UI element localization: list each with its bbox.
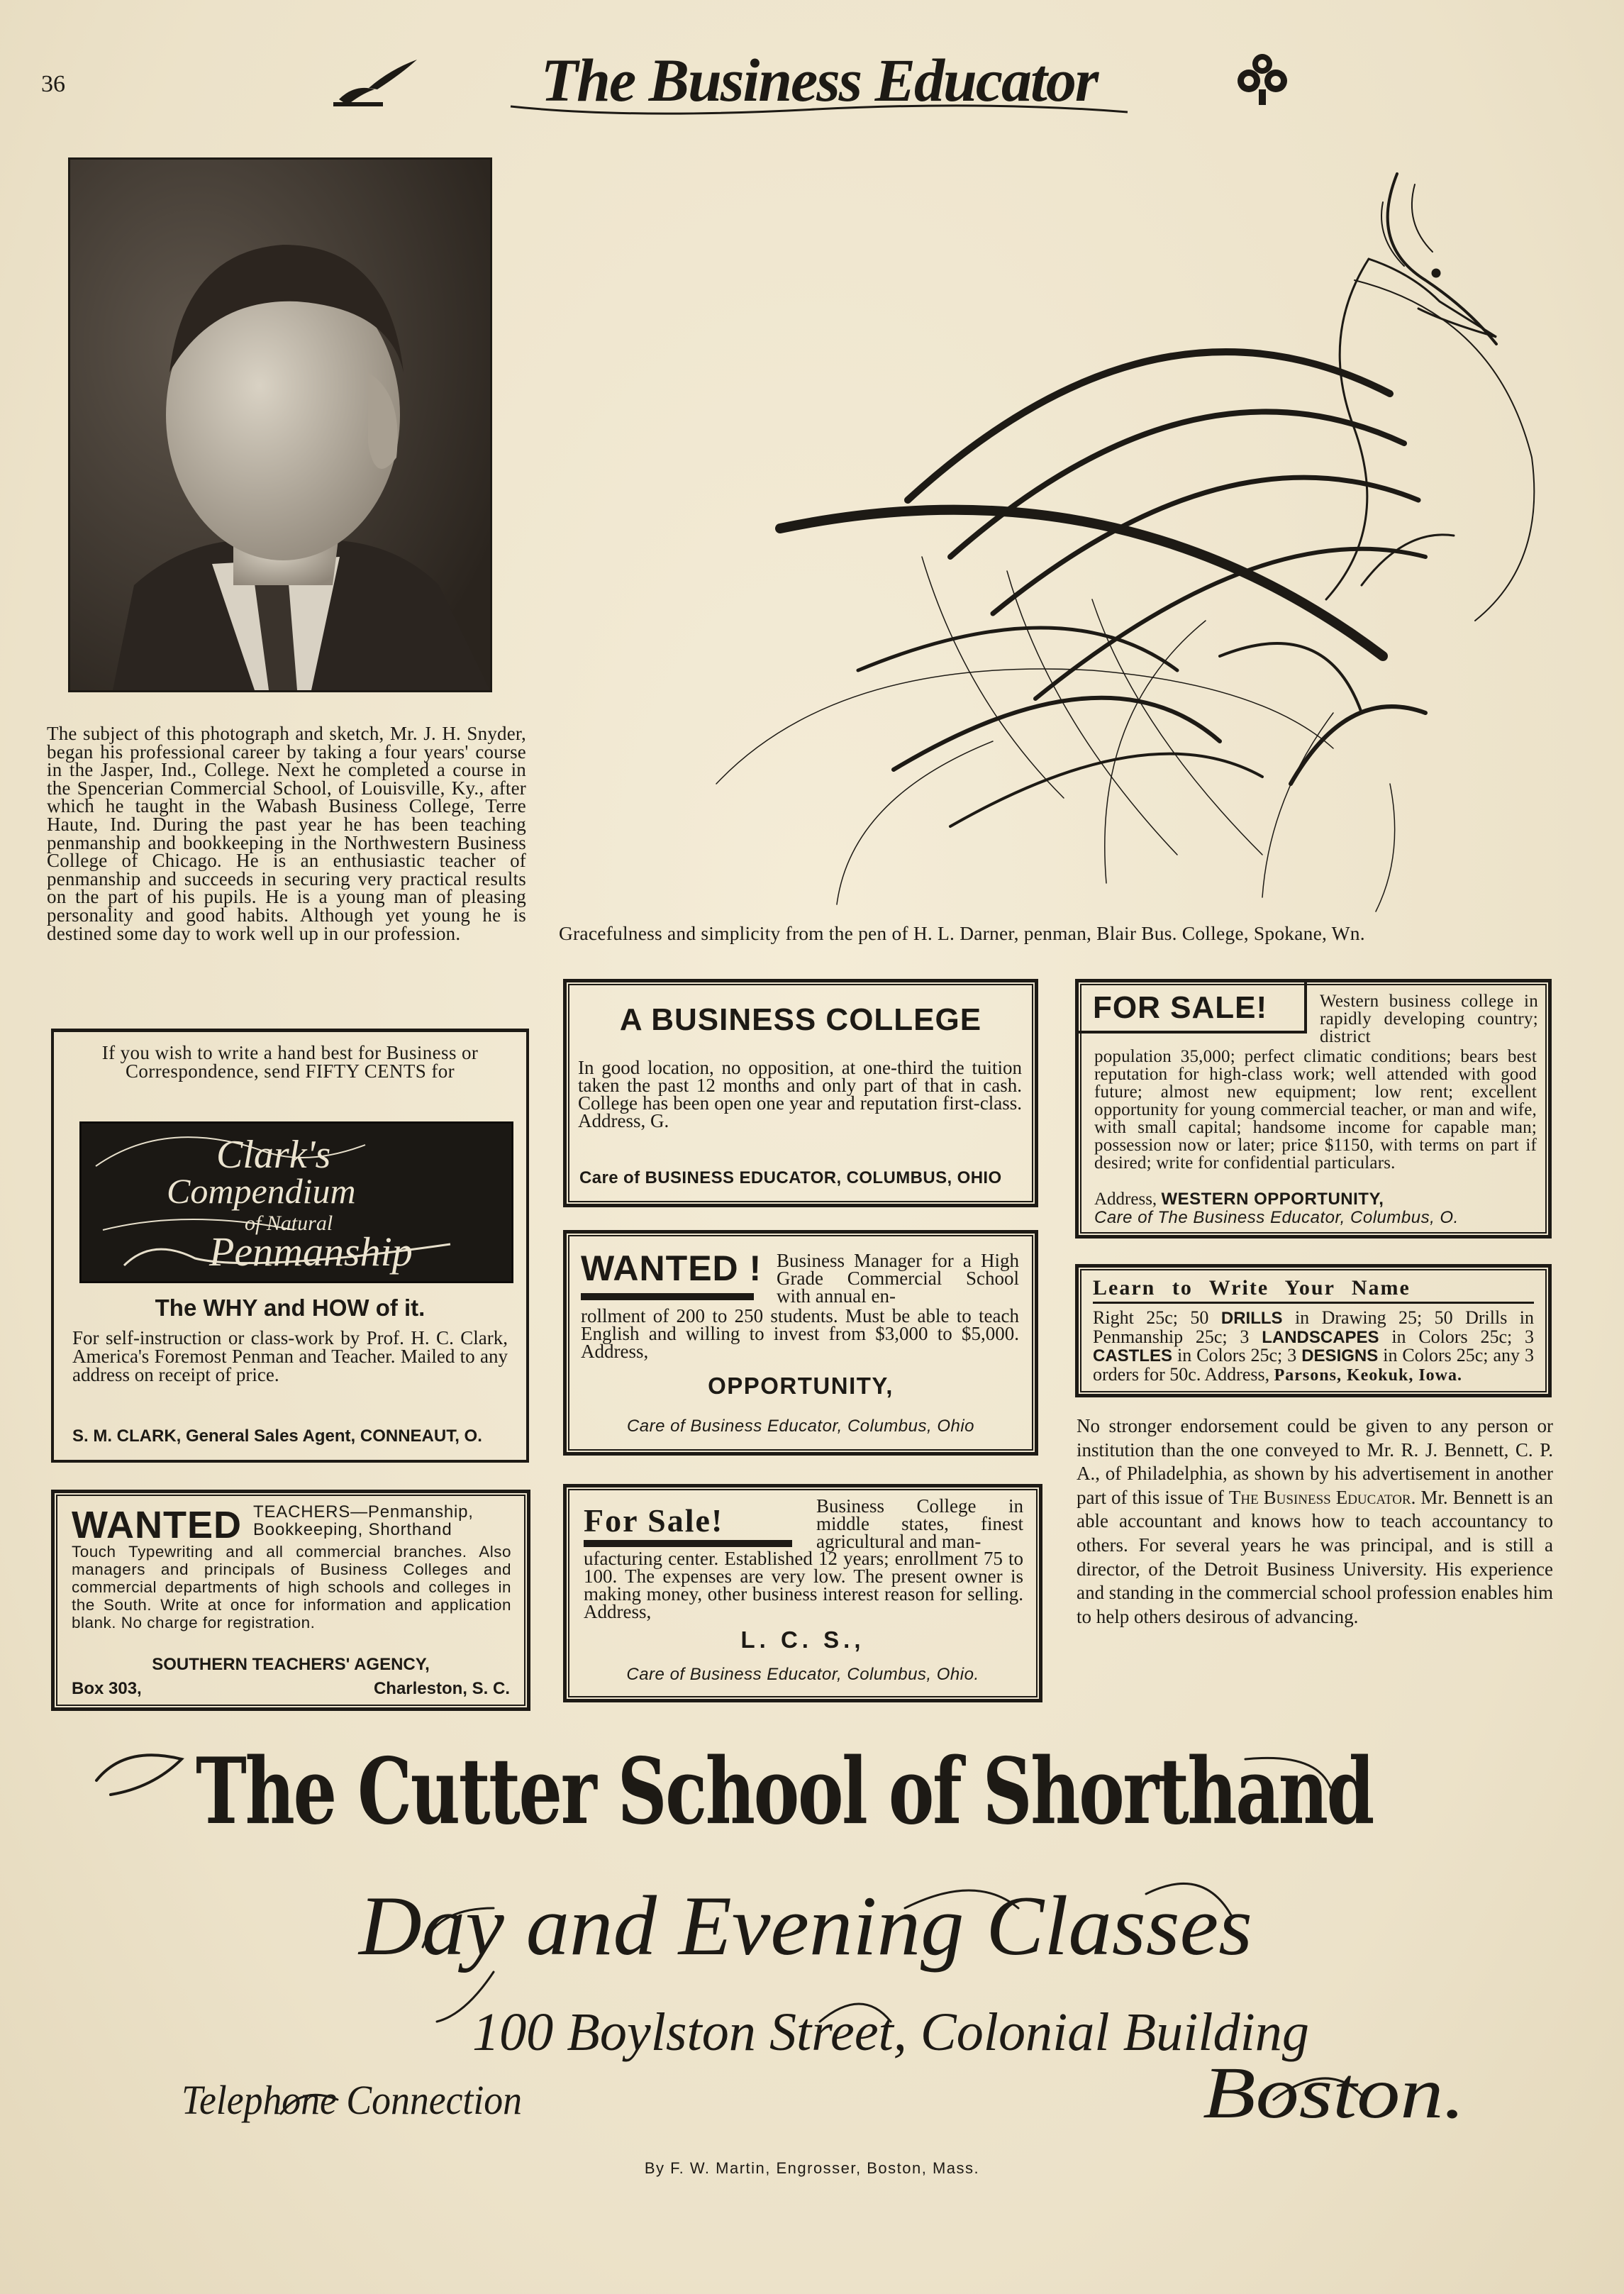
masthead-title: The Business Educator — [540, 46, 1098, 114]
cutter-classes: Day and Evening Classes — [357, 1878, 1252, 1973]
addr-name: WESTERN OPPORTUNITY, — [1161, 1190, 1384, 1209]
addr-label: Address, — [1094, 1190, 1157, 1209]
bennett-endorsement — [1077, 1414, 1553, 1629]
sale-mid-name: L. C. S., — [740, 1627, 865, 1653]
for-sale-college-ad — [563, 1484, 1042, 1702]
clark-agent: S. M. CLARK, General Sales Agent, CONNEAUT, O. — [72, 1426, 482, 1446]
headline-rule — [584, 1540, 792, 1547]
manager-body: rollment of 200 to 250 students. Must be able to teach English and willing to invest from $3,000 to $5,000. Address, — [581, 1305, 1019, 1362]
swan-flourish — [553, 160, 1567, 926]
learn-text: in Colors 25c; 3 — [1379, 1326, 1534, 1347]
manager-sub: Business Manager for a High Grade Commercial School with annual en- — [777, 1250, 1019, 1307]
quill-icon — [333, 55, 418, 112]
learn-address: Parsons, Keokuk, Iowa. — [1274, 1365, 1462, 1385]
teachers-agency: SOUTHERN TEACHERS' AGENCY, — [152, 1655, 430, 1674]
masthead — [489, 35, 1149, 128]
sale-mid-body: ufacturing center. Established 12 years; enrollment 75 to 100. The expenses are very low. The present owner is making money, other business interest reason for selling. Address, — [584, 1548, 1023, 1622]
wanted-manager-ad — [563, 1230, 1038, 1456]
endorse-text: . Mr. Bennett is an able accountant and knows how to teach accountancy to others. For several years he was principal, and is still a director, of the Detroit Business University. His experience and standing in the commercial school profession enables him to help others desirous of advancing. — [1077, 1486, 1553, 1627]
why-how: The WHY and HOW of it. — [155, 1295, 426, 1321]
clark-desc: For self-instruction or class-work by Prof. H. C. Clark, America's Foremost Penman and Teacher. Mailed to any address on receipt of price. — [72, 1327, 508, 1385]
sale-mid-care: Care of Business Educator, Columbus, Ohio. — [626, 1665, 979, 1684]
cutter-title: The Cutter School of Shorthand — [196, 1739, 1374, 1845]
sale-mid-sub: Business College in middle states, finest agricultural and man- — [816, 1495, 1023, 1552]
plate-penmanship: Penmanship — [209, 1229, 413, 1275]
sale-mid-headline: For Sale! — [584, 1502, 724, 1539]
teachers-headline: WANTED — [72, 1504, 242, 1546]
headline-rule — [581, 1293, 754, 1300]
teachers-box: Box 303, — [72, 1679, 142, 1698]
compendium-plate — [79, 1121, 513, 1283]
learn-to-write-ad — [1075, 1264, 1552, 1397]
manager-name: OPPORTUNITY, — [708, 1373, 894, 1399]
learn-bold: CASTLES — [1093, 1346, 1173, 1365]
cutter-telephone: Telephone Connection — [182, 2077, 522, 2123]
manager-headline: WANTED ! — [581, 1248, 762, 1288]
sale-right-headline: FOR SALE! — [1079, 982, 1307, 1034]
sale-right-care: Care of The Business Educator, Columbus, O. — [1094, 1208, 1459, 1227]
learn-headline: Learn to Write Your Name — [1093, 1276, 1534, 1304]
swan-caption: Gracefulness and simplicity from the pen of H. L. Darner, penman, Blair Bus. College, Spokane, Wn. — [559, 922, 1365, 944]
learn-text: Right 25c; 50 — [1093, 1307, 1221, 1328]
photo-caption: The subject of this photograph and sketch, Mr. J. H. Snyder, began his professional career by taking a four years' course in the Jasper, Ind., College. Next he completed a course in the Spencerian Commercial School, of Louisville, Ky., after which he taught in the Wabash Business College, Terre Haute, Ind. During the past year he has been teaching penmanship and bookkeeping in the Northwestern Business College of Chicago. He is an enthusiastic teacher of penmanship and succeeds in securing very practical results on the part of his pupils. He is a young man of pleasing personality and good habits. Although yet young he is destined some day to work well up in our profession. — [47, 723, 526, 944]
clark-compendium-ad — [51, 1029, 529, 1463]
sale-right-body: population 35,000; perfect climatic conditions; bears best reputation for high-class work; well attended with good future; almost new equipment; low rent; excellent opportunity for young commercial teacher, or man and wife, with small capital; handsome income for capable man; possession now or later; price $1150, with terms on part if desired; write for confidential particulars. — [1094, 1047, 1537, 1173]
endorse-publication: The Business Educator — [1228, 1486, 1411, 1508]
portrait-photo — [68, 157, 492, 692]
sale-right-address — [1094, 1190, 1384, 1209]
engraver-credit: By F. W. Martin, Engrosser, Boston, Mass. — [644, 2159, 980, 2177]
learn-text: in Drawing 25; 50 Drills in Penmanship 25c; 3 — [1093, 1307, 1534, 1347]
teachers-subjects: TEACHERS—Penmanship, Bookkeeping, Shorthand — [253, 1502, 474, 1539]
teachers-city: Charleston, S. C. — [373, 1679, 510, 1698]
sale-right-sub: Western business college in rapidly developing country; district — [1320, 992, 1538, 1046]
plate-compendium: Compendium — [167, 1171, 356, 1211]
learn-text: in Colors 25c; any 3 orders for 50c. Address, — [1093, 1345, 1534, 1385]
endorse-text: No stronger endorsement could be given to any person or institution than the one conveyed to Mr. R. J. Bennett, C. P. A., of Philadelphia, as shown by his advertisement in another part of this issue of — [1077, 1415, 1553, 1508]
learn-body — [1093, 1309, 1534, 1385]
teachers-body: Touch Typewriting and all commercial branches. Also managers and principals of Business Colleges and commercial departments of high schools and colleges in the South. Write at once for information and application blank. No charge for registration. — [72, 1543, 511, 1631]
page-number: 36 — [41, 71, 65, 97]
plate-clarks: Clark's — [216, 1133, 331, 1177]
for-sale-western-ad — [1075, 979, 1552, 1239]
teachers-agency-ad — [51, 1490, 530, 1711]
college-care: Care of BUSINESS EDUCATOR, COLUMBUS, OHIO — [579, 1168, 1002, 1187]
learn-text: in Colors 25c; 3 — [1172, 1345, 1302, 1365]
cutter-address: 100 Boylston Street, Colonial Building — [472, 2002, 1309, 2062]
crest-icon — [1230, 50, 1294, 106]
learn-bold: DRILLS — [1220, 1309, 1283, 1328]
business-college-ad — [563, 979, 1038, 1207]
learn-bold: LANDSCAPES — [1262, 1327, 1379, 1347]
cutter-school-ad — [68, 1731, 1564, 2227]
college-headline: A BUSINESS COLLEGE — [619, 1002, 982, 1037]
clark-intro: If you wish to write a hand best for Business or Correspondence, send FIFTY CENTS for — [101, 1042, 479, 1082]
learn-bold: DESIGNS — [1301, 1346, 1379, 1365]
college-body: In good location, no opposition, at one-third the tuition taken the past 12 months and only part of that in cash. College has been open one year and reputation first-class. Address, G. — [578, 1057, 1022, 1131]
cutter-city: Boston. — [1203, 2052, 1465, 2134]
manager-care: Care of Business Educator, Columbus, Ohio — [626, 1417, 975, 1436]
plate-natural: of Natural — [245, 1212, 333, 1235]
